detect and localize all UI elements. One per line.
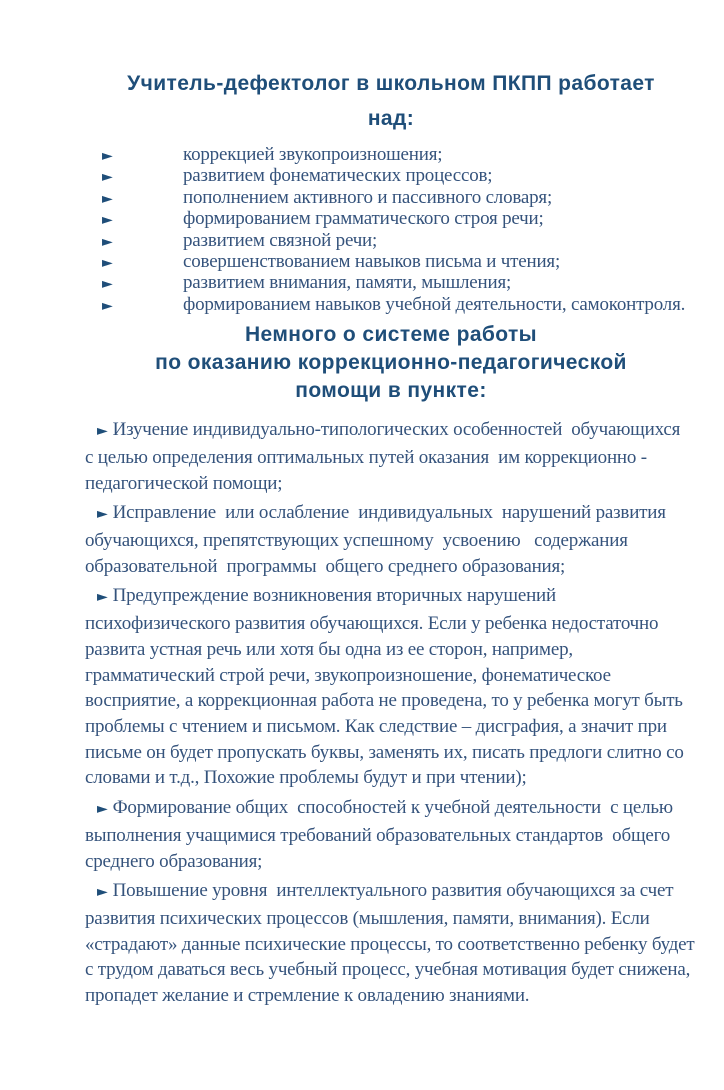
paragraph-text: Изучение индивидуально-типологических особенностей обучающихся с целью определения оптимальных путей оказания им коррекционно - педагогической помощи;	[85, 419, 690, 494]
triangle-bullet-icon: ►	[102, 212, 113, 229]
paragraph-text: Формирование общих способностей к учебной деятельности с целью выполнения учащимися требований образовательных стандартов общего среднего образования;	[85, 797, 678, 872]
list-item	[102, 252, 697, 273]
paragraph-text: Предупреждение возникновения вторичных нарушений психофизического развития обучающихся. Если у ребенка недостаточно развита устная речь или хотя бы одна из ее сторон, например, грамматический строй речи, звукопроизношение, фонематическое восприятие, а коррекционная работа не проведена, то у ребенка могут быть проблемы с чтением и письмом. Как следствие – дисграфия, а значит при письме он будет пропускать буквы, заменять их, писать предлоги слитно со словами и т.д., Похожие проблемы будут и при чтении);	[85, 585, 689, 789]
section2-title-line2: по оказанию коррекционно-педагогической	[155, 351, 627, 375]
section1-title	[85, 66, 697, 136]
list-item	[102, 273, 697, 294]
section2-title-line3: помощи в пункте:	[295, 379, 487, 403]
list-item-text: формированием навыков учебной деятельности, самоконтроля.	[183, 293, 686, 315]
paragraph	[85, 795, 697, 874]
triangle-bullet-icon: ►	[102, 190, 113, 207]
list-item	[102, 145, 697, 166]
list-item	[102, 209, 697, 230]
paragraph-text: Повышение уровня интеллектуального развития обучающихся за счет развития психических процессов (мышления, памяти, внимания). Если «страдают» данные психические процессы, то соответственно ребенку будет с трудом даваться весь учебный процесс, учебная мотивация будет снижена, пропадет желание и стремление к овладению знаниями.	[85, 880, 700, 1007]
triangle-bullet-icon: ►	[102, 233, 113, 250]
paragraph	[85, 417, 697, 496]
section1-title-line1: Учитель-дефектолог в школьном ПКПП работает	[127, 72, 655, 95]
triangle-bullet-icon: ►	[102, 276, 113, 293]
list-item-text: пополнением активного и пассивного словаря;	[183, 186, 553, 208]
list-item	[102, 166, 697, 187]
list-item	[102, 188, 697, 209]
triangle-bullet-icon: ►	[97, 506, 108, 523]
list-item	[102, 231, 697, 252]
bullet-list	[85, 145, 697, 316]
triangle-bullet-icon: ►	[102, 255, 113, 272]
list-item-text: развитием связной речи;	[183, 229, 378, 251]
list-item-text: совершенствованием навыков письма и чтения;	[183, 251, 561, 273]
triangle-bullet-icon: ►	[102, 169, 113, 186]
triangle-bullet-icon: ►	[97, 884, 108, 901]
section1-title-line2: над:	[367, 107, 415, 130]
paragraph	[85, 500, 697, 579]
paragraph	[85, 878, 700, 1009]
list-item-text: развитием фонематических процессов;	[183, 165, 493, 187]
triangle-bullet-icon: ►	[97, 801, 108, 818]
paragraph	[85, 583, 697, 791]
list-item-text: развитием внимания, памяти, мышления;	[183, 272, 512, 294]
list-item	[102, 295, 697, 316]
section2-title	[85, 321, 697, 405]
list-item-text: коррекцией звукопроизношения;	[183, 144, 443, 165]
document-page	[0, 66, 724, 1090]
triangle-bullet-icon: ►	[102, 148, 113, 164]
list-item-text: формированием грамматического строя речи;	[183, 208, 544, 230]
triangle-bullet-icon: ►	[97, 423, 108, 440]
paragraph-text: Исправление или ослабление индивидуальных нарушений развития обучающихся, препятствующих успешному усвоению содержания образовательной программы общего среднего образования;	[85, 502, 671, 577]
triangle-bullet-icon: ►	[102, 297, 113, 314]
body-paragraphs	[85, 417, 700, 1008]
triangle-bullet-icon: ►	[97, 589, 108, 606]
section2-title-line1: Немного о системе работы	[244, 323, 537, 347]
